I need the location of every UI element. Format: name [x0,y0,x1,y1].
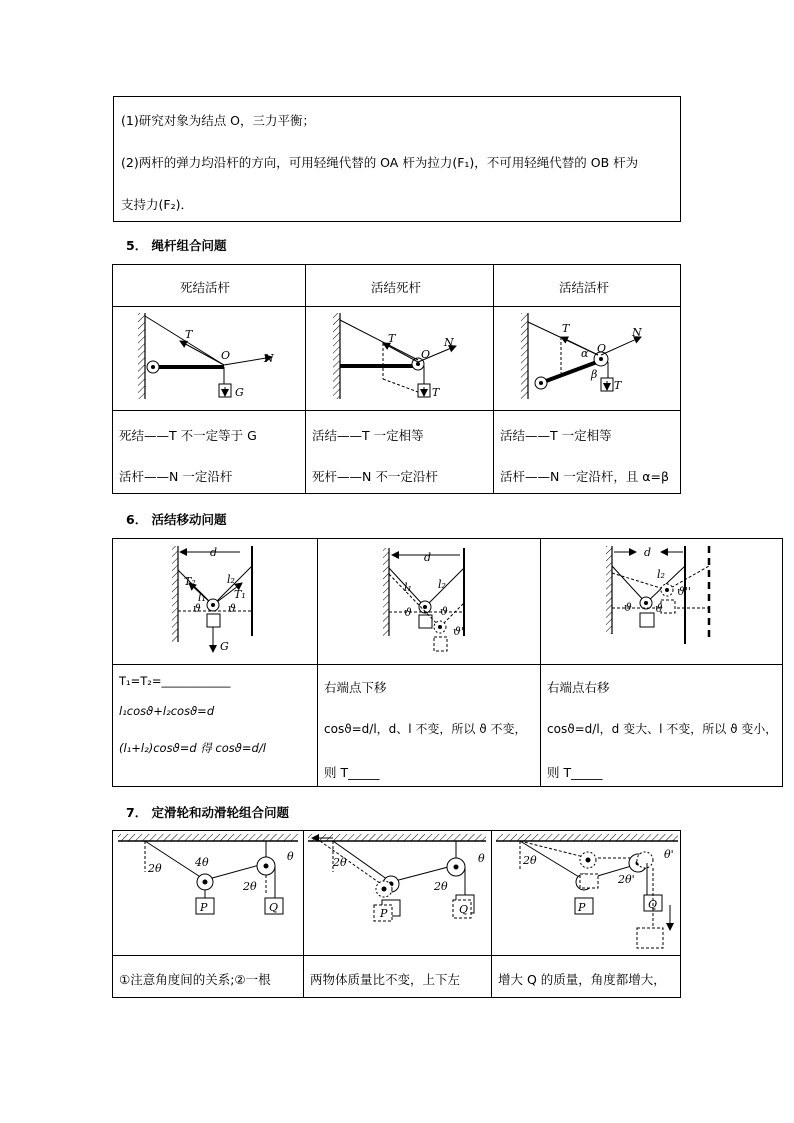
label-alpha: α [581,347,589,360]
label-N-3: N [632,326,642,339]
label-T: T [185,328,193,341]
s5-col1-line1: 死结——T 不一定等于 G [119,428,257,443]
s5-col2-line2: 死杆——N 不一定沿杆 [312,469,438,484]
diagram-pulley-basic [145,841,294,914]
label-theta-7: θ [287,850,294,863]
label-d: d [210,546,218,559]
label-theta-6: ϑ [655,602,663,615]
label-theta-prime-2: θ' [664,848,674,861]
label-l1-2: l₁ [404,581,412,594]
s5-col3-line1: 活结——T 一定相等 [500,428,612,443]
s6-cell1-line3: (l₁+l₂)cosϑ=d 得 cosϑ=d/l [119,741,266,755]
label-T2: T₂ [184,575,196,588]
label-theta-5: ϑ [624,601,632,614]
label-d-3: d [644,546,652,559]
label-2theta-5: 2θ [523,854,537,867]
s5-col1-line2: 活杆——N 一定沿杆 [119,469,233,484]
label-l2-3: l₂ [657,568,665,581]
label-G: G [235,386,244,399]
label-l2: l₂ [227,573,235,586]
label-N-2: N [444,336,454,349]
s5-col2-title: 活结死杆 [371,280,422,295]
label-P-3: P [578,901,586,914]
label-2theta-4: 2θ [434,880,448,893]
s6-cell3-line1: 右端点右移 [547,680,610,695]
label-O-2: O [421,348,431,361]
s5-col2-line1: 活结——T 一定相等 [312,428,424,443]
label-theta-8: θ [478,852,485,865]
s7-cell2-text: 两物体质量比不变，上下左 [310,972,461,987]
section-7-heading: 7． 定滑轮和动滑轮组合问题 [126,805,290,820]
label-P: P [200,901,208,914]
label-P-2: P [380,907,388,920]
label-G-6: G [220,640,229,653]
label-theta-3: ϑ [404,606,412,619]
label-T-3: T [432,386,440,399]
label-theta-prime: ϑ' [453,625,464,638]
s6-cell3-line2: cosϑ=d/l，d 变大、l 不变，所以 ϑ 变小， [547,722,778,736]
s5-col3-title: 活结活杆 [559,280,610,295]
s6-cell1-line2: l₁cosϑ+l₂cosϑ=d [119,704,215,718]
label-l1: l₁ [198,591,206,604]
label-theta: ϑ [193,602,201,615]
diagram-pulley-heavier-Q [520,841,674,948]
s5-col3-line2: 活杆——N 一定沿杆，且 α=β [500,469,669,484]
intro-line-2: (2)两杆的弹力均沿杆的方向，可用轻绳代替的 OA 杆为拉力(F₁)，不可用轻绳代替的 OB 杆为 [121,155,639,170]
label-Q-3: Q [648,898,658,911]
label-2theta: 2θ [148,862,162,875]
s7-cell1-text: ①注意角度间的关系;②一根 [119,972,271,987]
label-theta-4: ϑ [440,605,448,618]
s6-cell2-line1: 右端点下移 [324,680,387,695]
label-T1: T₁ [234,588,246,601]
s6-cell1-line1: T₁=T₂=____________ [119,674,231,688]
label-l2-2: l₂ [438,578,446,591]
label-4theta: 4θ [195,856,209,869]
section-5-heading: 5． 绳杆组合问题 [126,238,227,253]
label-Q-2: Q [459,903,469,916]
label-N: N [264,352,274,365]
s7-cell3-text: 增大 Q 的质量，角度都增大， [498,972,666,987]
label-T-5: T [614,379,622,392]
label-T-2: T [388,332,396,345]
label-2theta-prime: 2θ' [618,873,635,886]
label-O: O [221,349,231,362]
label-T-4: T [562,322,570,335]
s6-cell2-line3: 则 T_____ [324,765,380,780]
label-d-2: d [424,551,432,564]
label-Q: Q [269,901,279,914]
intro-line-1: (1)研究对象为结点 O，三力平衡； [121,113,316,128]
label-theta-2: ϑ [228,602,236,615]
section-6-heading: 6． 活结移动问题 [126,512,227,527]
label-2theta-2: 2θ [243,880,257,893]
label-O-3: O [597,342,607,355]
s6-cell3-line3: 则 T_____ [547,765,603,780]
label-theta-double-prime: ϑ'' [677,585,691,598]
label-beta: β [591,368,598,381]
intro-line-3: 支持力(F₂)． [121,197,193,212]
diagram-pulley-shift [312,838,485,921]
s5-col1-title: 死结活杆 [180,280,231,295]
label-2theta-3: 2θ [333,856,347,869]
s6-cell2-line2: cosϑ=d/l，d、l 不变，所以 ϑ 不变， [324,722,527,736]
